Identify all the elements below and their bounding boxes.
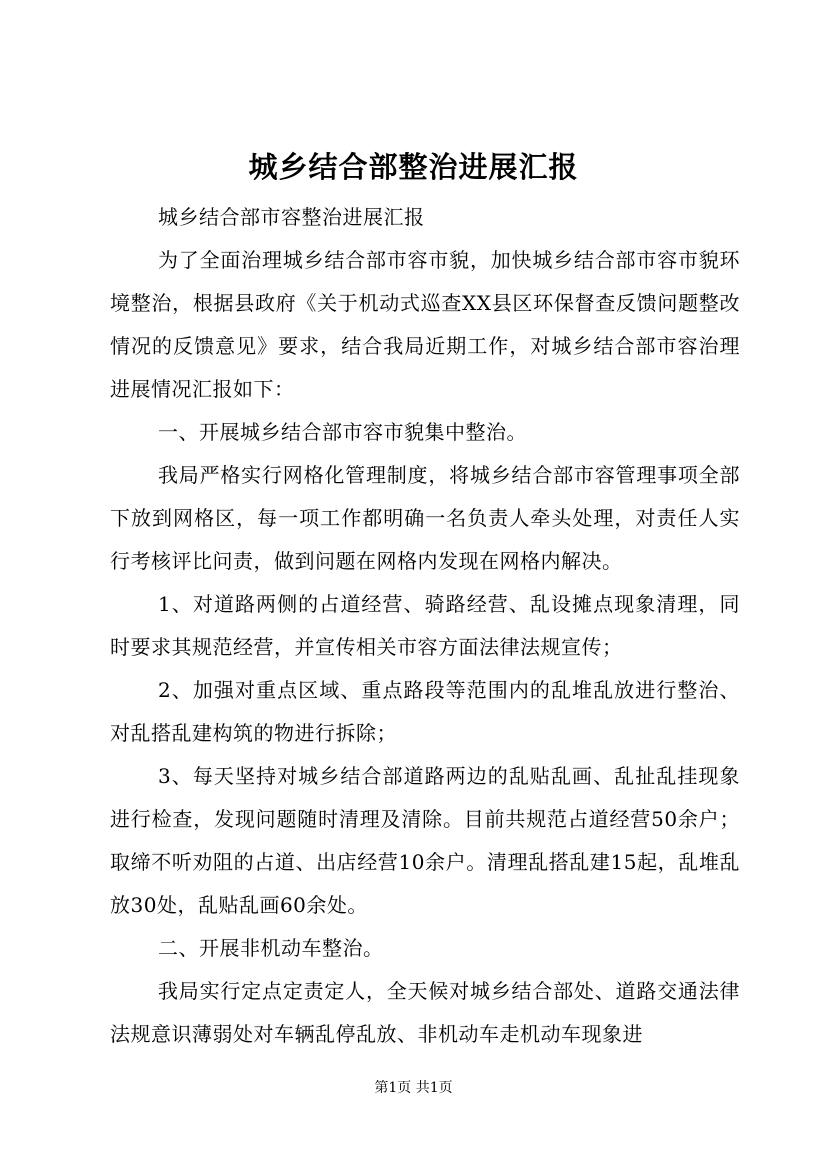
section-heading-1: 一、开展城乡结合部市容市貌集中整治。 xyxy=(158,420,527,444)
body-paragraph: 我局严格实行网格化管理制度，将城乡结合部市容管理事项全部下放到网格区，每一项工作都明确一名负责人牵头处理，对责任人实行考核评比问责，做到问题在网格内发现在网格内解决。 xyxy=(110,463,740,573)
section-heading-2: 二、开展非机动车整治。 xyxy=(158,936,384,960)
subtitle-paragraph: 城乡结合部市容整治进展汇报 xyxy=(158,205,425,229)
page-number-footer: 第1页 共1页 xyxy=(374,1080,453,1096)
document-body xyxy=(110,196,740,1056)
document-title: 城乡结合部整治进展汇报 xyxy=(248,150,579,184)
list-item-2: 2、加强对重点区域、重点路段等范围内的乱堆乱放进行整治、对乱搭乱建构筑的物进行拆除； xyxy=(110,678,740,745)
body-paragraph-2: 我局实行定点定责定人，全天候对城乡结合部处、道路交通法律法规意识薄弱处对车辆乱停乱放、非机动车走机动车现象进 xyxy=(110,979,740,1046)
list-item-3: 3、每天坚持对城乡结合部道路两边的乱贴乱画、乱扯乱挂现象进行检查，发现问题随时清理及清除。目前共规范占道经营50余户；取缔不听劝阻的占道、出店经营10余户。清理乱搭乱建15起，乱堆乱放30处，乱贴乱画60余处。 xyxy=(110,764,740,917)
list-item-1: 1、对道路两侧的占道经营、骑路经营、乱设摊点现象清理，同时要求其规范经营，并宣传相关市容方面法律法规宣传； xyxy=(110,592,740,659)
intro-paragraph: 为了全面治理城乡结合部市容市貌，加快城乡结合部市容市貌环境整治，根据县政府《关于机动式巡查XX县区环保督查反馈问题整改情况的反馈意见》要求，结合我局近期工作，对城乡结合部市容治理进展情况汇报如下： xyxy=(110,248,740,401)
